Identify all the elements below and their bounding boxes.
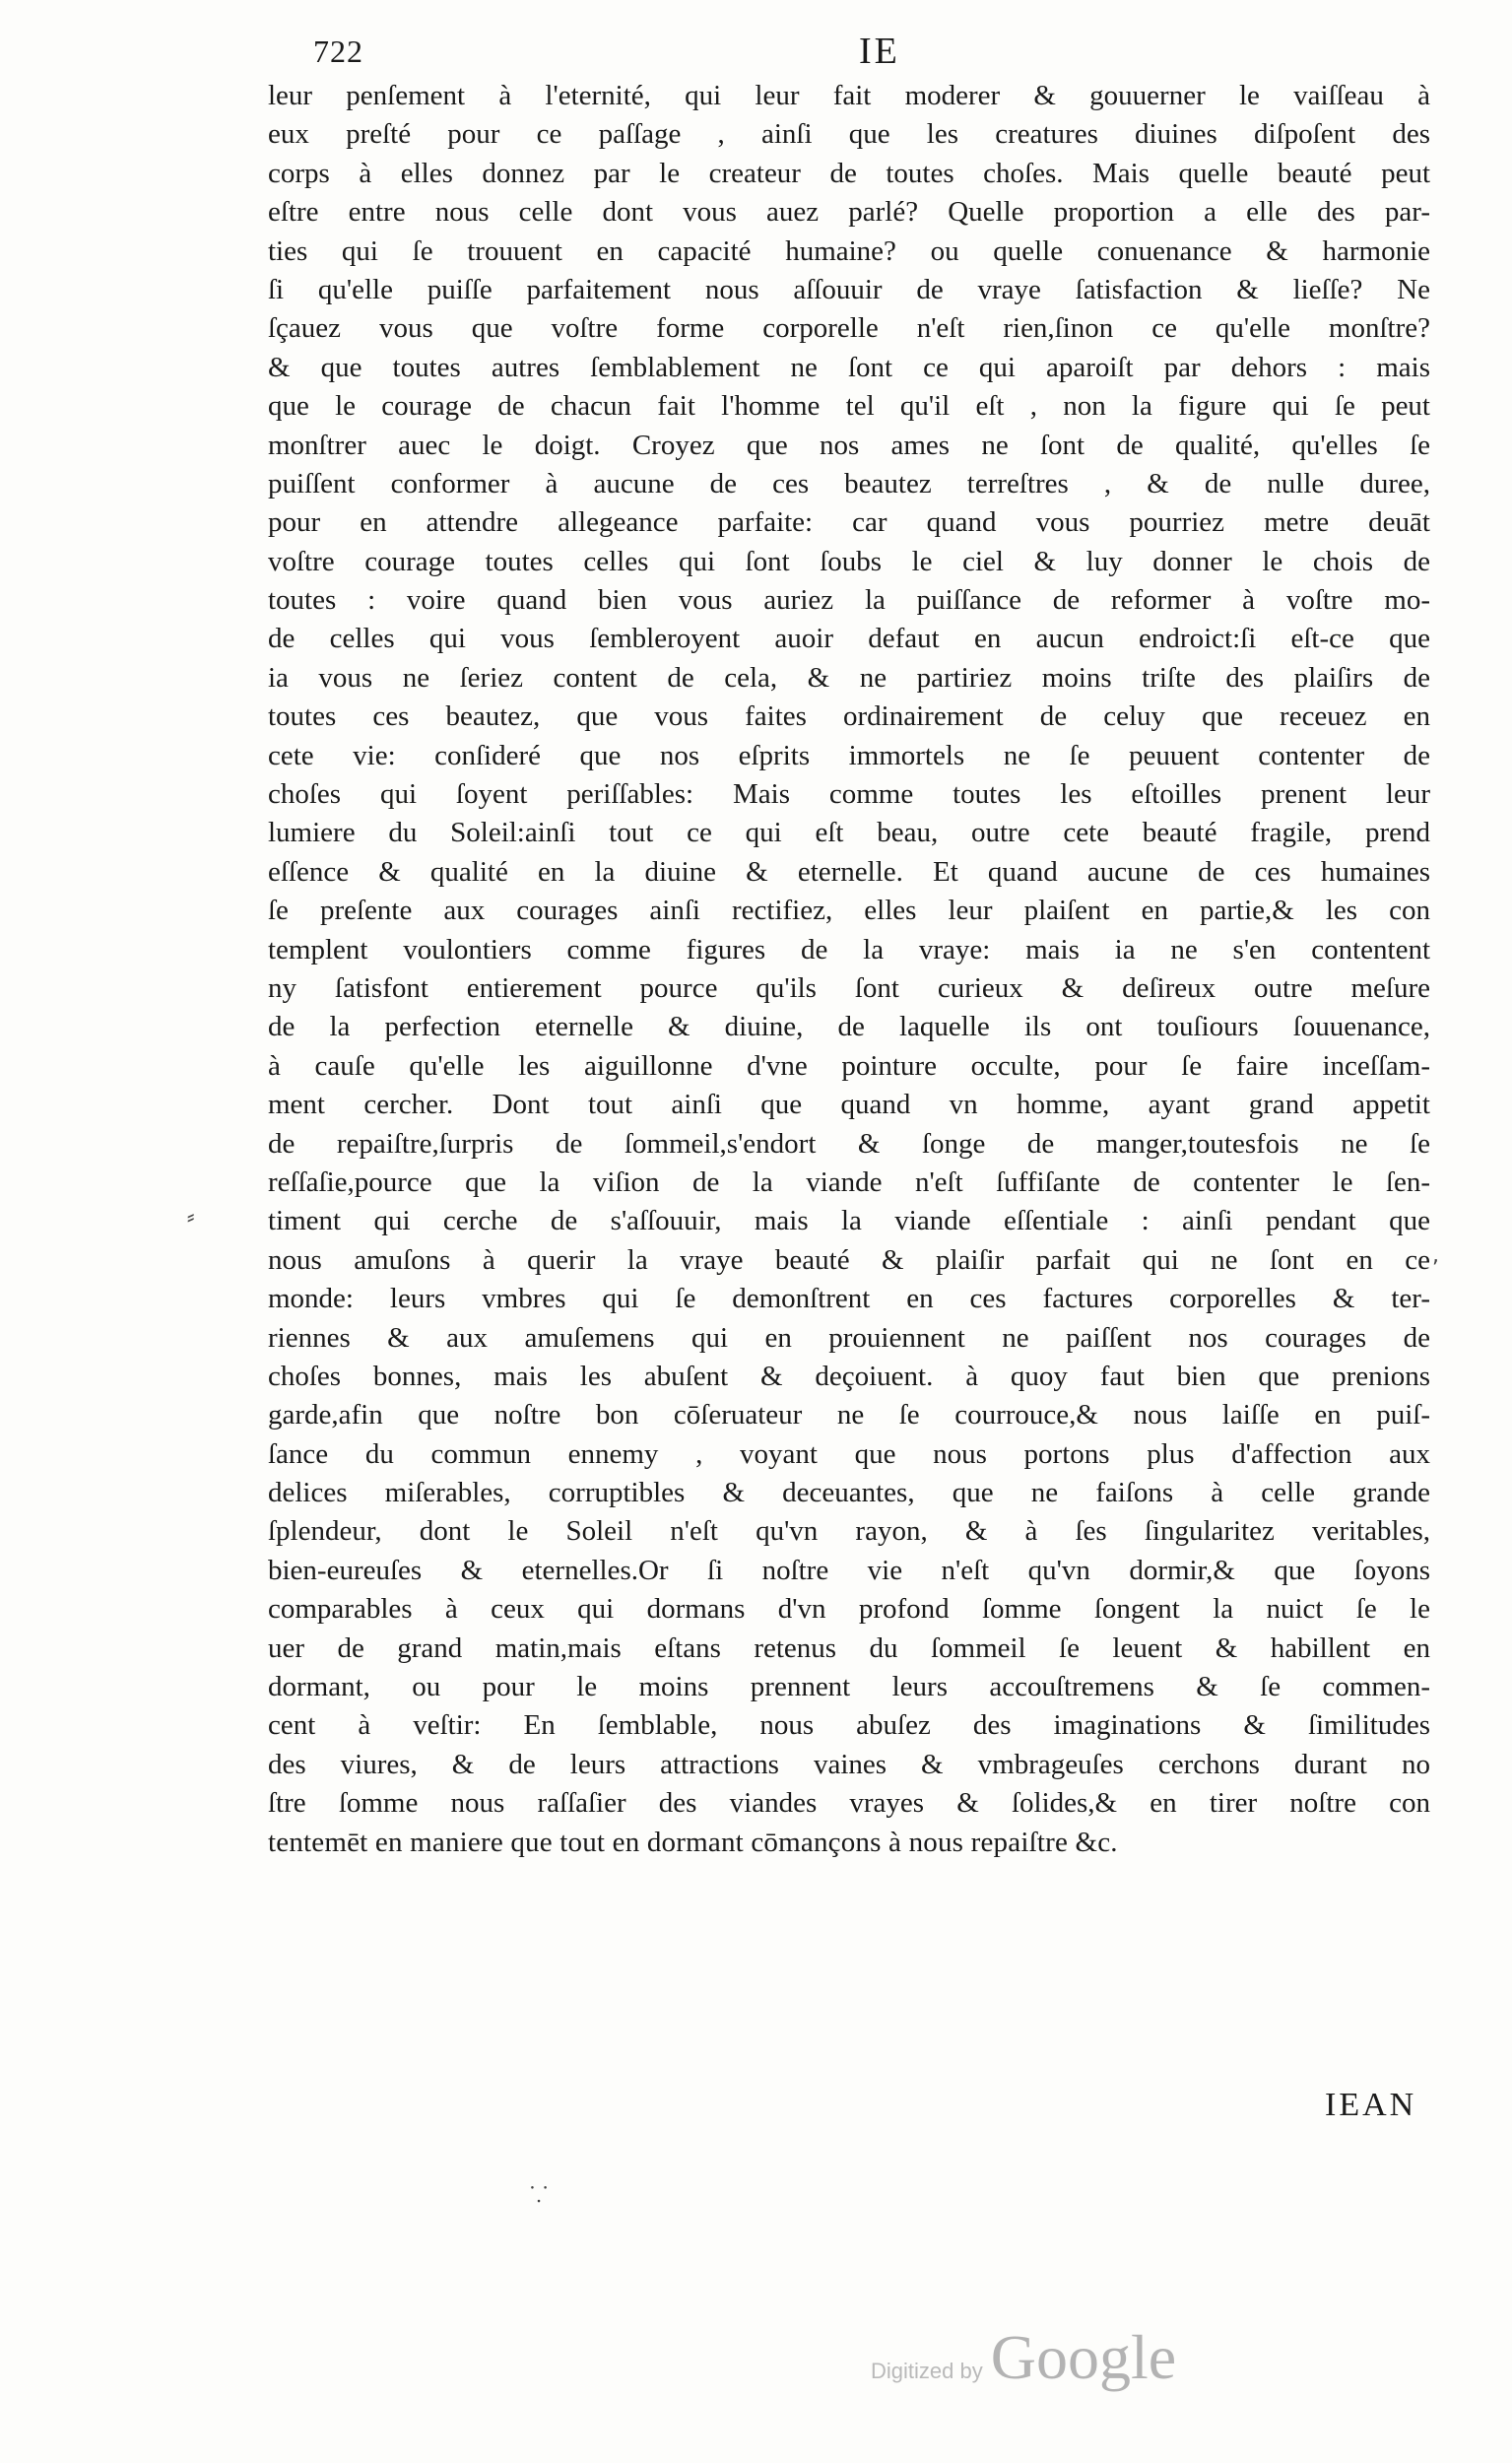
text-line: eux preſté pour ce paſſage , ainſi que les creatures diuines diſpoſent des — [268, 118, 1430, 151]
text-line: reſſaſie,pource que la viſion de la viande n'eſt ſuffiſante de contenter le ſen- — [268, 1165, 1430, 1198]
text-line: pour en attendre allegeance parfaite: car quand vous pourriez metre deuāt — [268, 506, 1430, 539]
body-text — [268, 77, 1430, 1862]
text-line: de repaiſtre,ſurpris de ſommeil,s'endort & ſonge de manger,toutesfois ne ſe — [268, 1127, 1430, 1160]
text-line: timent qui cerche de s'aſſouuir, mais la viande eſſentiale : ainſi pendant que — [268, 1205, 1430, 1237]
text-line: que le courage de chacun fait l'homme tel qu'il eſt , non la figure qui ſe peut — [268, 390, 1430, 423]
text-line: à cauſe qu'elle les aiguillonne d'vne pointure occulte, pour ſe faire inceſſam- — [268, 1049, 1430, 1082]
text-line-last: tentemēt en maniere que tout en dormant cōmançons à nous repaiſtre &c. — [268, 1826, 1118, 1858]
text-line: choſes bonnes, mais les abuſent & deçoiuent. à quoy faut bien que prenions — [268, 1360, 1430, 1392]
text-line: bien-eureuſes & eternelles.Or ſi noſtre vie n'eſt qu'vn dormir,& que ſoyons — [268, 1554, 1430, 1586]
text-line: cete vie: conſideré que nos eſprits immortels ne ſe peuuent contenter de — [268, 739, 1430, 771]
text-line: ſi qu'elle puiſſe parfaitement nous aſſouuir de vraye ſatisfaction & lieſſe? Ne — [268, 273, 1430, 305]
text-line: ties qui ſe trouuent en capacité humaine? ou quelle conuenance & harmonie — [268, 234, 1430, 267]
text-line: lumiere du Soleil:ainſi tout ce qui eſt beau, outre cete beauté fragile, prend — [268, 817, 1430, 849]
text-line: garde,afin que noſtre bon cōſeruateur ne ſe courrouce,& nous laiſſe en puiſ- — [268, 1399, 1430, 1431]
text-line: ment cercher. Dont tout ainſi que quand vn homme, ayant grand appetit — [268, 1089, 1430, 1121]
text-line: comparables à ceux qui dormans d'vn profond ſomme ſongent la nuict ſe le — [268, 1593, 1430, 1626]
text-line: nous amuſons à querir la vraye beauté & plaiſir parfait qui ne ſont en ce — [268, 1243, 1430, 1276]
text-line: ſplendeur, dont le Soleil n'eſt qu'vn rayon, & à ſes ſingularitez veritables, — [268, 1515, 1430, 1548]
text-line: riennes & aux amuſemens qui en prouiennent ne paiſſent nos courages de — [268, 1321, 1430, 1354]
text-line: eſſence & qualité en la diuine & eternelle. Et quand aucune de ces humaines — [268, 855, 1430, 888]
watermark-prefix: Digitized by — [871, 2359, 983, 2383]
text-line: leur penſement à l'eternité, qui leur fait moderer & gouuerner le vaiſſeau à — [268, 80, 1430, 111]
watermark-brand-logo: Google — [990, 2322, 1177, 2392]
text-line: de la perfection eternelle & diuine, de laquelle ils ont touſiours ſouuenance, — [268, 1011, 1430, 1043]
text-line: monſtrer auec le doigt. Croyez que nos ames ne ſont de qualité, qu'elles ſe — [268, 429, 1430, 461]
text-line: ny ſatisfont entierement pource qu'ils ſont curieux & deſireux outre meſure — [268, 971, 1430, 1004]
ink-speck-mark: ⸪ — [530, 2183, 549, 2208]
digitization-watermark — [871, 2321, 1176, 2394]
text-line: ia vous ne ſeriez content de cela, & ne partiriez moins triſte des plaiſirs de — [268, 661, 1430, 694]
text-line: templent voulontiers comme figures de la vraye: mais ia ne s'en contentent — [268, 933, 1430, 965]
text-line: puiſſent conformer à aucune de ces beautez terreſtres , & de nulle duree, — [268, 467, 1430, 499]
text-line: des viures, & de leurs attractions vaines & vmbrageuſes cerchons durant no — [268, 1748, 1430, 1780]
running-head: IE — [859, 31, 900, 72]
text-line: choſes qui ſoyent periſſables: Mais comme toutes les eſtoilles prenent leur — [268, 778, 1430, 811]
text-line: ſtre ſomme nous raſſaſier des viandes vrayes & ſolides,& en tirer noſtre con — [268, 1787, 1430, 1820]
text-line: toutes : voire quand bien vous auriez la puiſſance de reformer à voſtre mo- — [268, 584, 1430, 617]
text-line: eſtre entre nous celle dont vous auez parlé? Quelle proportion a elle des par- — [268, 196, 1430, 229]
text-line: cent à veſtir: En ſemblable, nous abuſez des imaginations & ſimilitudes — [268, 1709, 1430, 1742]
text-line: de celles qui vous ſembleroyent auoir defaut en aucun endroict:ſi eſt-ce que — [268, 623, 1430, 655]
text-line: corps à elles donnez par le createur de toutes choſes. Mais quelle beauté peut — [268, 157, 1430, 189]
text-line: uer de grand matin,mais eſtans retenus du ſommeil ſe leuent & habillent en — [268, 1631, 1430, 1664]
ink-speck-mark: ⸗ — [187, 1205, 195, 1230]
text-line: ſe preſente aux courages ainſi rectifiez, elles leur plaiſent en partie,& les con — [268, 895, 1430, 927]
ink-speck-mark: , — [1432, 1243, 1439, 1268]
text-line: delices miſerables, corruptibles & deceuantes, que ne faiſons à celle grande — [268, 1477, 1430, 1509]
text-line: ſçauez vous que voſtre forme corporelle n'eſt rien,ſinon ce qu'elle monſtre? — [268, 312, 1430, 345]
text-line: voſtre courage toutes celles qui ſont ſoubs le ciel & luy donner le chois de — [268, 545, 1430, 577]
text-line: toutes ces beautez, que vous faites ordinairement de celuy que receuez en — [268, 700, 1430, 733]
text-line: dormant, ou pour le moins prennent leurs accouſtremens & ſe commen- — [268, 1671, 1430, 1703]
catchword: IEAN — [1325, 2087, 1417, 2123]
text-line: & que toutes autres ſemblablement ne ſont ce qui aparoiſt par dehors : mais — [268, 351, 1430, 383]
text-line: ſance du commun ennemy , voyant que nous portons plus d'affection aux — [268, 1437, 1430, 1470]
text-line: monde: leurs vmbres qui ſe demonſtrent en ces factures corporelles & ter- — [268, 1283, 1430, 1315]
page-number: 722 — [313, 33, 363, 69]
